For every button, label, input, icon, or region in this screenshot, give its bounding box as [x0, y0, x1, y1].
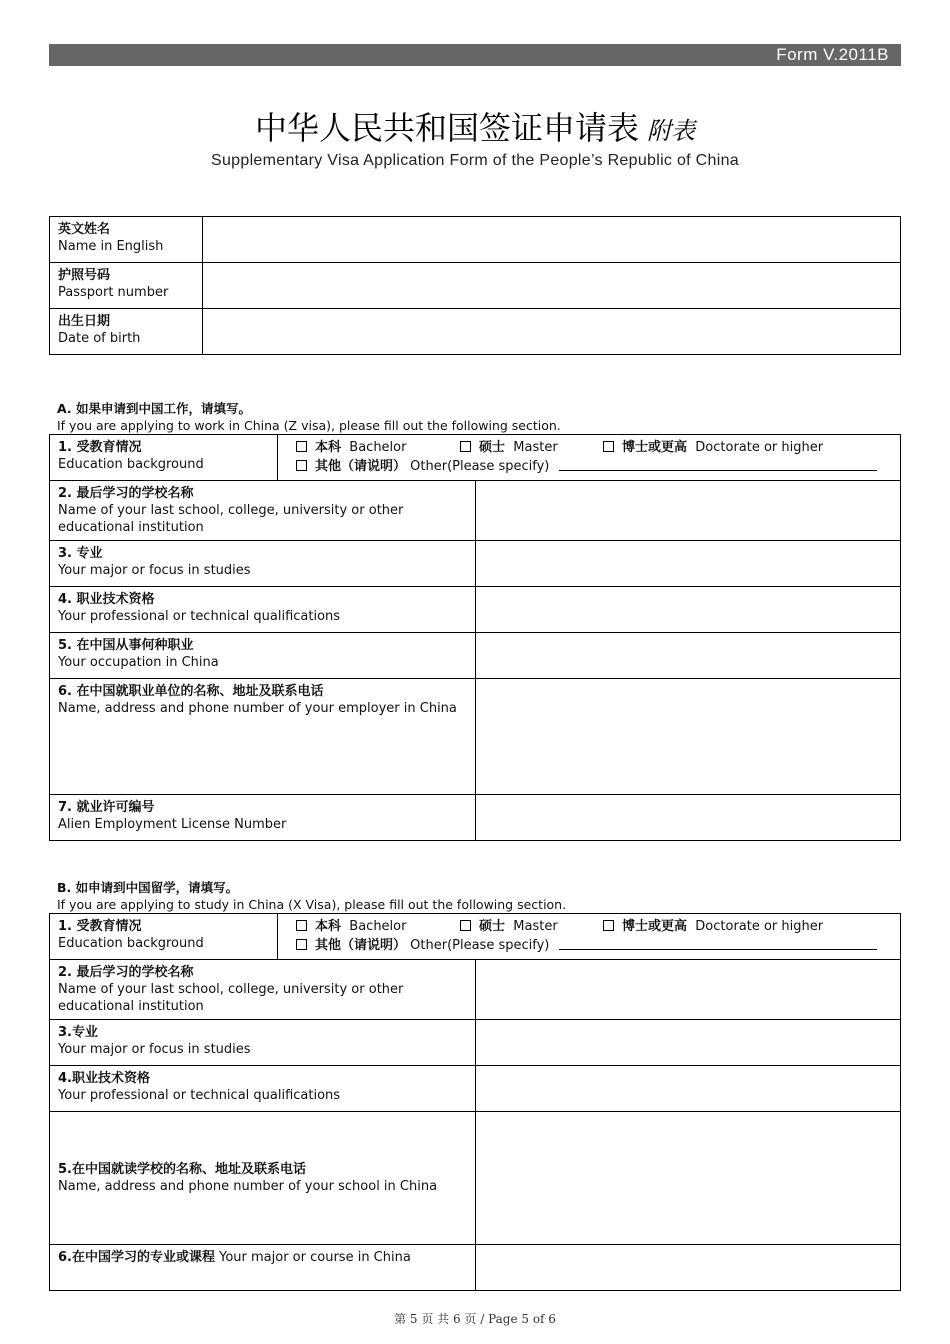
- a-q5-label: 5. 在中国从事何种职业 Your occupation in China: [50, 633, 476, 679]
- section-b-heading: B. 如申请到中国留学，请填写。 If you are applying to study in China (X Visa), please fill out the following section.: [57, 880, 567, 912]
- page-subtitle: Supplementary Visa Application Form of the People’s Republic of China: [211, 152, 739, 169]
- b-q3-field[interactable]: [476, 1020, 901, 1066]
- b-q4-label: 4.职业技术资格 Your professional or technical qualifications: [50, 1066, 476, 1112]
- b-edu-options: [278, 914, 901, 960]
- a-row-license: [50, 795, 901, 841]
- a-row-last-school: [50, 481, 901, 541]
- title-suffix: 附表: [647, 117, 695, 145]
- checkbox-icon[interactable]: [296, 920, 307, 931]
- row-name: [50, 217, 901, 263]
- b-q2-label: 2. 最后学习的学校名称 Name of your last school, college, university or other educational institution: [50, 960, 476, 1020]
- a-opt-bachelor[interactable]: 本科 Bachelor: [296, 438, 460, 457]
- a-opt-other[interactable]: 其他（请说明） Other(Please specify): [296, 457, 892, 476]
- b-other-specify-input[interactable]: [559, 937, 877, 950]
- checkbox-icon[interactable]: [296, 939, 307, 950]
- b-q6-label: 6.在中国学习的专业或课程 Your major or course in China: [50, 1245, 476, 1291]
- dob-label: 出生日期 Date of birth: [50, 309, 203, 355]
- b-q5-field[interactable]: [476, 1112, 901, 1245]
- checkbox-icon[interactable]: [603, 920, 614, 931]
- passport-field[interactable]: [203, 263, 901, 309]
- a-edu-label: 1. 受教育情况 Education background: [50, 435, 278, 481]
- section-a-heading: A. 如果申请到中国工作，请填写。 If you are applying to work in China (Z visa), please fill out the following section.: [57, 401, 561, 433]
- checkbox-icon[interactable]: [460, 441, 471, 452]
- b-row-qualifications: [50, 1066, 901, 1112]
- a-q7-label: 7. 就业许可编号 Alien Employment License Number: [50, 795, 476, 841]
- form-code-bar: [49, 44, 901, 66]
- checkbox-icon[interactable]: [603, 441, 614, 452]
- page-footer: 第 5 页 共 6 页 / Page 5 of 6: [394, 1312, 556, 1326]
- b-opt-master[interactable]: 硕士 Master: [460, 917, 603, 936]
- b-q6-field[interactable]: [476, 1245, 901, 1291]
- row-passport: [50, 263, 901, 309]
- a-q4-field[interactable]: [476, 587, 901, 633]
- checkbox-icon[interactable]: [296, 441, 307, 452]
- section-b-table: [49, 913, 901, 1291]
- personal-info-table: [49, 216, 901, 355]
- checkbox-icon[interactable]: [296, 460, 307, 471]
- b-q3-label: 3.专业 Your major or focus in studies: [50, 1020, 476, 1066]
- b-opt-other[interactable]: 其他（请说明） Other(Please specify): [296, 936, 892, 955]
- a-q3-field[interactable]: [476, 541, 901, 587]
- a-other-specify-input[interactable]: [559, 458, 877, 471]
- b-opt-doctorate[interactable]: 博士或更高 Doctorate or higher: [603, 917, 823, 936]
- page-title: [0, 106, 950, 153]
- a-row-occupation: [50, 633, 901, 679]
- b-row-major: [50, 1020, 901, 1066]
- b-edu-label: 1. 受教育情况 Education background: [50, 914, 278, 960]
- a-q6-label: 6. 在中国就职业单位的名称、地址及联系电话 Name, address and phone number of your employer in China: [50, 679, 476, 795]
- a-opt-doctorate[interactable]: 博士或更高 Doctorate or higher: [603, 438, 823, 457]
- title-zh: 中华人民共和国签证申请表: [254, 109, 639, 147]
- row-dob: [50, 309, 901, 355]
- dob-field[interactable]: [203, 309, 901, 355]
- a-row-major: [50, 541, 901, 587]
- a-q3-label: 3. 专业 Your major or focus in studies: [50, 541, 476, 587]
- b-q4-field[interactable]: [476, 1066, 901, 1112]
- a-row-employer: [50, 679, 901, 795]
- a-q6-field[interactable]: [476, 679, 901, 795]
- b-row-last-school: [50, 960, 901, 1020]
- b-row-school-in-china: [50, 1112, 901, 1245]
- b-row-course: [50, 1245, 901, 1291]
- a-edu-options: [278, 435, 901, 481]
- b-q5-label: 5.在中国就读学校的名称、地址及联系电话 Name, address and phone number of your school in China: [50, 1112, 476, 1245]
- form-code: Form V.2011B: [776, 45, 889, 64]
- a-q7-field[interactable]: [476, 795, 901, 841]
- b-q2-field[interactable]: [476, 960, 901, 1020]
- b-row-education: [50, 914, 901, 960]
- a-q2-field[interactable]: [476, 481, 901, 541]
- name-label: 英文姓名 Name in English: [50, 217, 203, 263]
- a-row-qualifications: [50, 587, 901, 633]
- name-field[interactable]: [203, 217, 901, 263]
- a-q2-label: 2. 最后学习的学校名称 Name of your last school, college, university or other educational institution: [50, 481, 476, 541]
- b-opt-bachelor[interactable]: 本科 Bachelor: [296, 917, 460, 936]
- a-opt-master[interactable]: 硕士 Master: [460, 438, 603, 457]
- section-a-table: [49, 434, 901, 841]
- passport-label: 护照号码 Passport number: [50, 263, 203, 309]
- checkbox-icon[interactable]: [460, 920, 471, 931]
- a-q5-field[interactable]: [476, 633, 901, 679]
- a-row-education: [50, 435, 901, 481]
- a-q4-label: 4. 职业技术资格 Your professional or technical qualifications: [50, 587, 476, 633]
